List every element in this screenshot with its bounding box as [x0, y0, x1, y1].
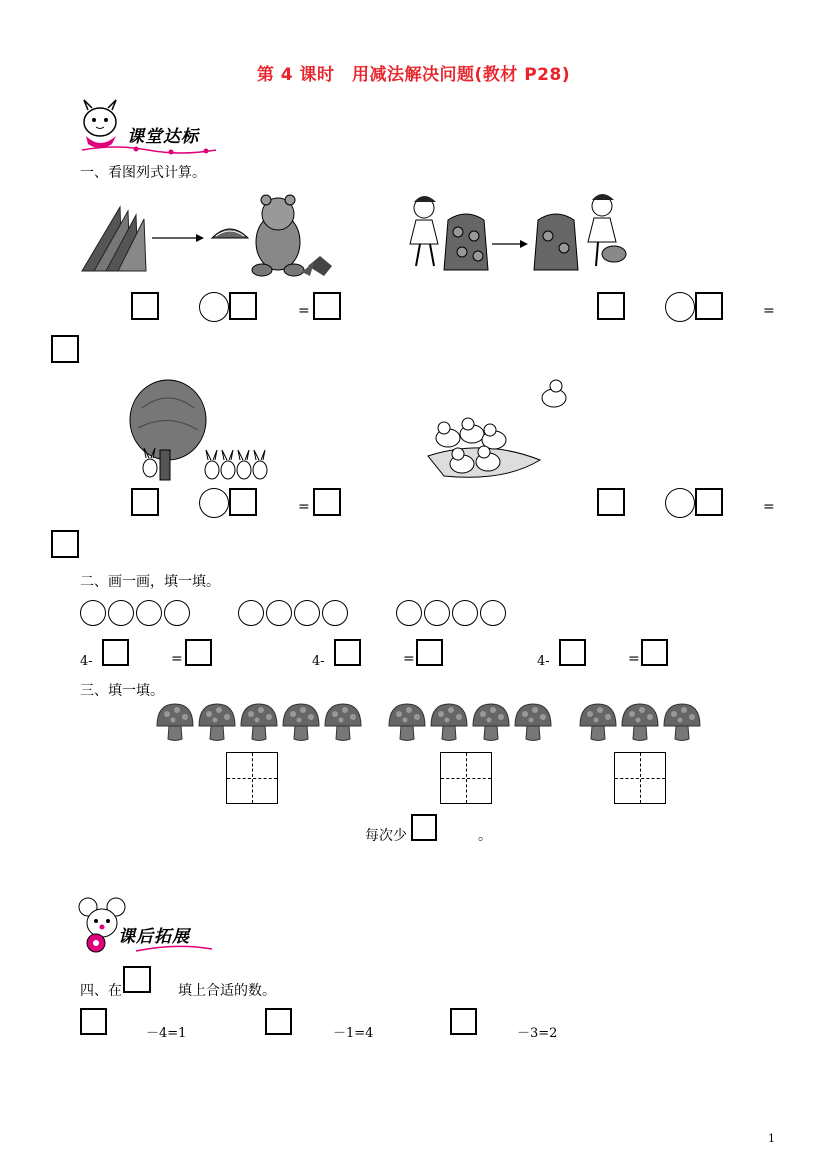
- answer-box-sample: [123, 966, 151, 993]
- drawing-circle[interactable]: [396, 600, 422, 626]
- badge-class-label: 课堂达标: [127, 127, 199, 147]
- answer-box[interactable]: [411, 814, 437, 841]
- answer-box[interactable]: [131, 488, 159, 516]
- answer-box[interactable]: [229, 488, 257, 516]
- page-number: 1: [768, 1132, 775, 1145]
- equals-sign: =: [763, 303, 775, 319]
- equals-sign: =: [298, 499, 310, 515]
- drawing-circle[interactable]: [108, 600, 134, 626]
- writing-grid[interactable]: [226, 752, 278, 804]
- mushroom-icon: [197, 702, 237, 742]
- writing-grid[interactable]: [614, 752, 666, 804]
- answer-box[interactable]: [597, 488, 625, 516]
- operator-circle[interactable]: [199, 488, 229, 518]
- mushroom-icon: [387, 702, 427, 742]
- arrow-icon: [152, 232, 204, 244]
- drawing-circle[interactable]: [480, 600, 506, 626]
- girl-with-apple-basket-picture: [530, 192, 630, 272]
- answer-box[interactable]: [102, 639, 129, 666]
- answer-box[interactable]: [695, 488, 723, 516]
- drawing-circle[interactable]: [164, 600, 190, 626]
- mushroom-icon: [429, 702, 469, 742]
- drawing-circle[interactable]: [294, 600, 320, 626]
- operator-circle[interactable]: [665, 488, 695, 518]
- drawing-circle[interactable]: [266, 600, 292, 626]
- equals-sign: =: [171, 651, 183, 667]
- drawing-circle[interactable]: [424, 600, 450, 626]
- equals-sign: =: [298, 303, 310, 319]
- equation-text: －4=1: [146, 1026, 187, 1041]
- answer-box[interactable]: [229, 292, 257, 320]
- bear-eating-watermelon-picture: [210, 190, 338, 278]
- watermelon-slices-picture: [80, 205, 150, 273]
- mushroom-icon: [323, 702, 363, 742]
- answer-box[interactable]: [313, 488, 341, 516]
- drawing-circle[interactable]: [322, 600, 348, 626]
- expression-label: 4-: [537, 654, 550, 669]
- drawing-circle[interactable]: [136, 600, 162, 626]
- answer-box[interactable]: [334, 639, 361, 666]
- writing-grid[interactable]: [440, 752, 492, 804]
- answer-box[interactable]: [450, 1008, 477, 1035]
- answer-box[interactable]: [559, 639, 586, 666]
- expression-label: 4-: [312, 654, 325, 669]
- section-4-heading-prefix: 四、在: [80, 983, 122, 999]
- operator-circle[interactable]: [199, 292, 229, 322]
- section-2-heading: 二、画一画，填一填。: [80, 574, 220, 590]
- operator-circle[interactable]: [665, 292, 695, 322]
- section-4-heading-suffix: 填上合适的数。: [178, 983, 276, 999]
- mushroom-icon: [620, 702, 660, 742]
- answer-box[interactable]: [131, 292, 159, 320]
- mushroom-icon: [281, 702, 321, 742]
- answer-box[interactable]: [641, 639, 668, 666]
- decrease-note-suffix: 。: [478, 828, 492, 844]
- answer-box[interactable]: [597, 292, 625, 320]
- tree-with-rabbits-picture: [128, 378, 278, 482]
- arrow-icon: [492, 238, 528, 250]
- mushroom-icon: [239, 702, 279, 742]
- answer-box[interactable]: [416, 639, 443, 666]
- decrease-note-prefix: 每次少: [365, 828, 407, 844]
- section-1-heading: 一、看图列式计算。: [80, 165, 206, 181]
- answer-box[interactable]: [313, 292, 341, 320]
- equation-text: －3=2: [517, 1026, 558, 1041]
- equation-text: －1=4: [333, 1026, 374, 1041]
- expression-label: 4-: [80, 654, 93, 669]
- mushroom-icon: [578, 702, 618, 742]
- answer-box[interactable]: [51, 530, 79, 558]
- drawing-circle[interactable]: [452, 600, 478, 626]
- page-title: 第 4 课时 用减法解决问题(教材 P28): [256, 65, 571, 85]
- drawing-circle[interactable]: [80, 600, 106, 626]
- badge-homework-label: 课后拓展: [118, 927, 190, 947]
- equals-sign: =: [628, 651, 640, 667]
- answer-box[interactable]: [265, 1008, 292, 1035]
- mushroom-icon: [662, 702, 702, 742]
- section-3-heading: 三、填一填。: [80, 683, 164, 699]
- answer-box[interactable]: [695, 292, 723, 320]
- answer-box[interactable]: [51, 335, 79, 363]
- drawing-circle[interactable]: [238, 600, 264, 626]
- answer-box[interactable]: [185, 639, 212, 666]
- equals-sign: =: [403, 651, 415, 667]
- girl-picking-apples-picture: [404, 192, 490, 272]
- mushroom-icon: [471, 702, 511, 742]
- answer-box[interactable]: [80, 1008, 107, 1035]
- mushroom-icon: [155, 702, 195, 742]
- ducks-picture: [424, 376, 580, 482]
- equals-sign: =: [763, 499, 775, 515]
- mushroom-icon: [513, 702, 553, 742]
